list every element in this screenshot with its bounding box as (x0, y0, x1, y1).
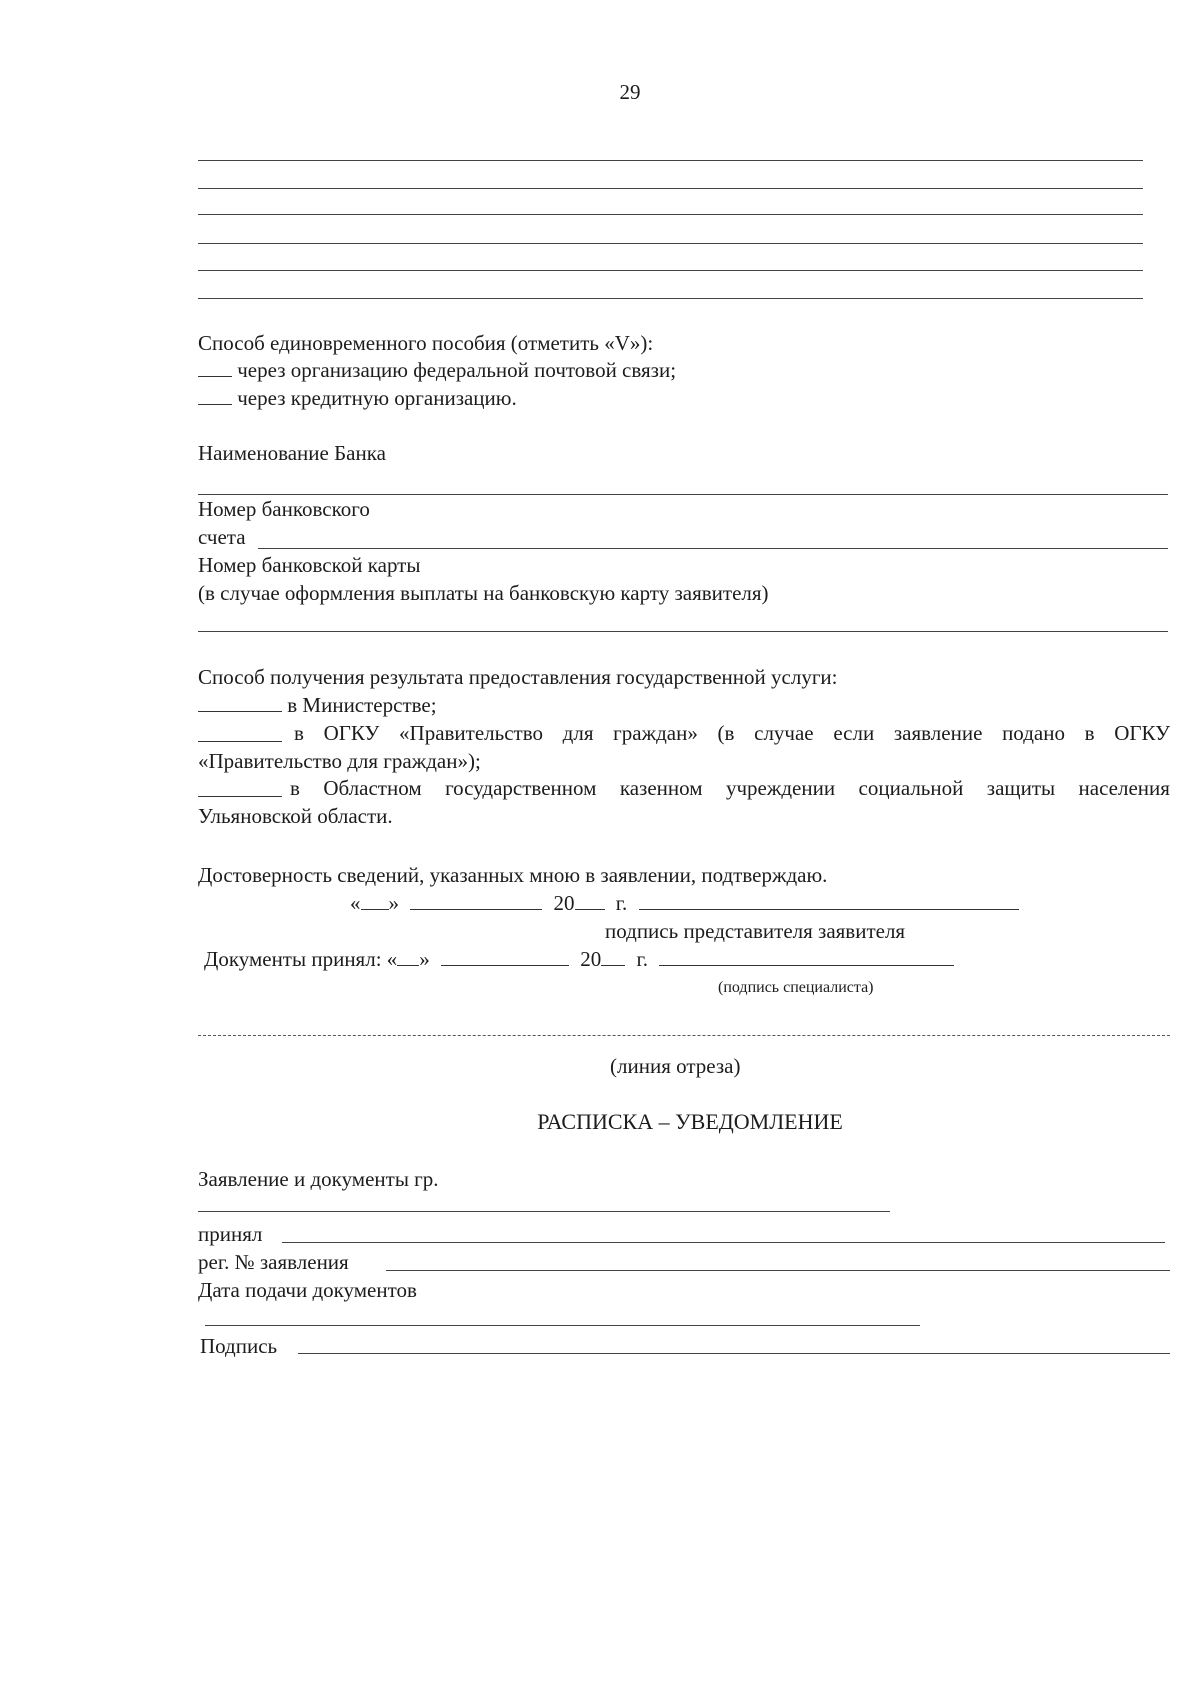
account-label-line2: счета (198, 525, 246, 549)
ruled-line (198, 160, 1143, 161)
checkbox-blank[interactable] (198, 778, 282, 797)
result-method-heading: Способ получения результата предоставления государственной услуги: (198, 665, 838, 689)
accepted-date-row: Документы принял: « » 20 г. (204, 947, 954, 971)
option-word: защиты (986, 776, 1056, 800)
ruled-line (198, 270, 1143, 271)
card-number-field[interactable] (198, 631, 1168, 632)
result-option-ogku-cont: «Правительство для граждан»); (198, 749, 481, 773)
option-word: заявление (893, 721, 983, 745)
receipt-signature-label: Подпись (200, 1334, 278, 1358)
year-field[interactable] (575, 891, 605, 910)
applicant-date-row: « » 20 г. (350, 891, 1019, 915)
applicant-signature-field[interactable] (639, 891, 1019, 910)
option-word: в (1084, 721, 1095, 745)
receipt-date-label: Дата подачи документов (198, 1278, 417, 1302)
specialist-signature-field[interactable] (659, 947, 954, 966)
result-option-ogku (294, 721, 1170, 745)
bank-name-label: Наименование Банка (198, 441, 386, 465)
option-word: социальной (858, 776, 964, 800)
confirmation-text: Достоверность сведений, указанных мною в заявлении, подтверждаю. (198, 863, 828, 887)
reg-number-field[interactable] (386, 1270, 1170, 1271)
option-word: (в (717, 721, 735, 745)
applicant-signature-caption: подпись представителя заявителя (605, 919, 906, 943)
option-word: в (290, 776, 300, 800)
option-word: в (294, 721, 304, 745)
payment-method-heading: Способ единовременного пособия (отметить «V»): (198, 331, 654, 355)
ruled-line (198, 243, 1143, 244)
account-number-field[interactable] (258, 548, 1168, 549)
account-label-line1: Номер банковского (198, 497, 370, 521)
ruled-line (198, 298, 1143, 299)
option-word: случае (754, 721, 814, 745)
bank-name-field[interactable] (198, 494, 1168, 495)
result-option-ogkusz-cont: Ульяновской области. (198, 804, 393, 828)
option-word: «Правительство (399, 721, 543, 745)
checkbox-blank[interactable] (198, 358, 232, 377)
result-option-ministry-label: в Министерстве; (287, 693, 437, 717)
payment-option-credit-label: через кредитную организацию. (237, 386, 517, 410)
receipt-reg-label: рег. № заявления (198, 1250, 349, 1274)
option-word: казенном (619, 776, 703, 800)
result-option-ministry (198, 693, 437, 717)
month-field[interactable] (441, 947, 569, 966)
day-field[interactable] (397, 947, 419, 966)
checkbox-blank[interactable] (198, 693, 282, 712)
receipt-title: РАСПИСКА – УВЕДОМЛЕНИЕ (537, 1109, 843, 1134)
option-word: ОГКУ (1114, 721, 1170, 745)
ruled-line (198, 214, 1143, 215)
card-note: (в случае оформления выплаты на банковскую карту заявителя) (198, 581, 769, 605)
option-word: граждан» (613, 721, 698, 745)
option-word: государственном (445, 776, 597, 800)
month-field[interactable] (410, 891, 542, 910)
option-word: Областном (323, 776, 422, 800)
ruled-line (198, 188, 1143, 189)
option-word: подано (1002, 721, 1065, 745)
citizen-name-field[interactable] (198, 1211, 890, 1212)
option-word: учреждении (725, 776, 836, 800)
payment-option-credit (198, 386, 517, 410)
receipt-signature-field[interactable] (298, 1353, 1170, 1354)
checkbox-blank[interactable] (198, 723, 282, 742)
checkbox-blank[interactable] (198, 386, 232, 405)
cut-line (198, 1035, 1170, 1036)
day-field[interactable] (361, 891, 389, 910)
year-field[interactable] (601, 947, 625, 966)
specialist-signature-caption: (подпись специалиста) (718, 979, 874, 996)
accepted-by-field[interactable] (282, 1242, 1165, 1243)
cut-line-label: (линия отреза) (610, 1054, 741, 1078)
page-number: 29 (619, 80, 641, 104)
submission-date-field[interactable] (205, 1325, 920, 1326)
payment-option-post (198, 358, 676, 382)
option-word: для (562, 721, 594, 745)
payment-option-post-label: через организацию федеральной почтовой связи; (237, 358, 677, 382)
option-word: если (833, 721, 875, 745)
option-word: ОГКУ (323, 721, 380, 745)
card-label: Номер банковской карты (198, 553, 421, 577)
receipt-docs-label: Заявление и документы гр. (198, 1167, 439, 1191)
receipt-accepted-label: принял (198, 1222, 263, 1246)
result-option-ogkusz (290, 776, 1170, 800)
option-word: населения (1078, 776, 1170, 800)
